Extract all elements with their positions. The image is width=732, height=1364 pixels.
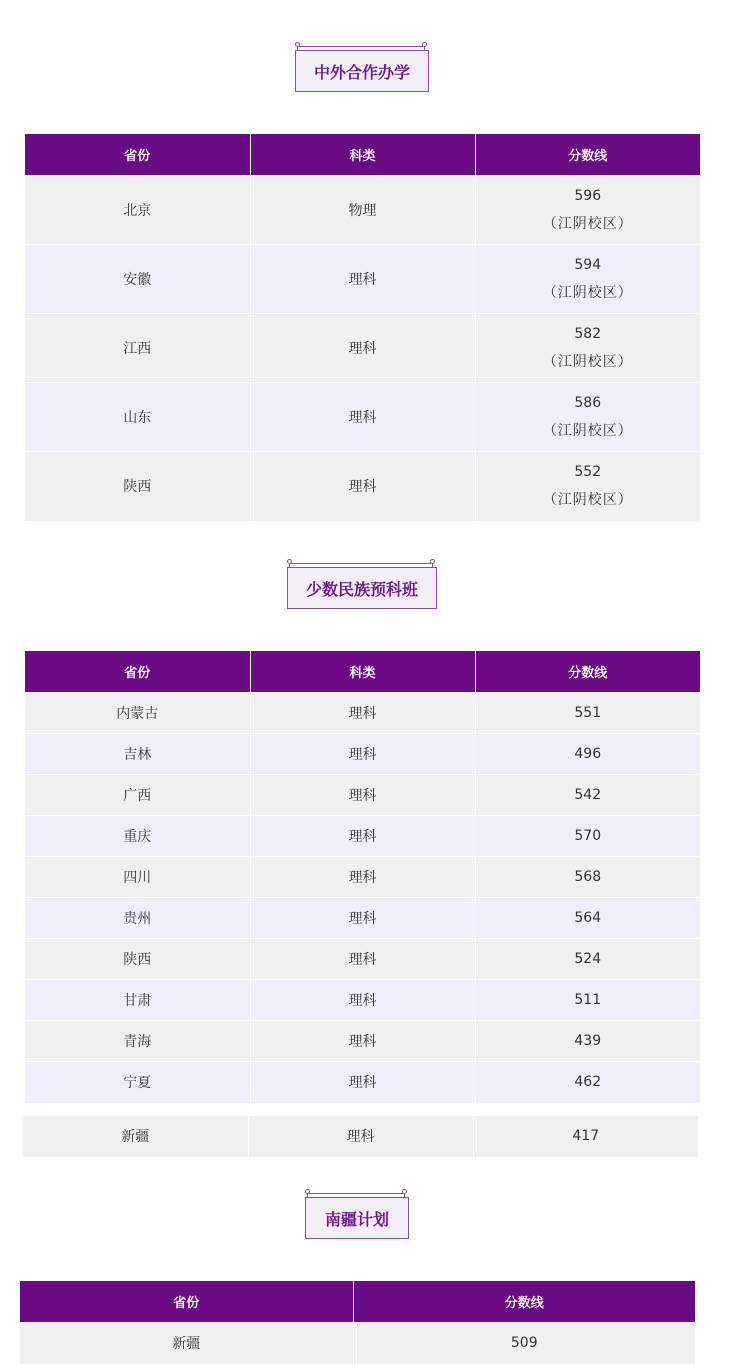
- header-category: 科类: [250, 134, 475, 176]
- cell-category: 物理: [250, 176, 475, 245]
- cell-province: 新疆: [20, 1323, 353, 1364]
- header-category: 科类: [250, 651, 475, 693]
- cell-category: 理科: [250, 383, 475, 452]
- cell-category: 理科: [250, 452, 475, 521]
- cell-province: 江西: [25, 314, 250, 383]
- cell-province: 安徽: [25, 245, 250, 314]
- header-score: 分数线: [475, 651, 700, 693]
- campus-note: （江阴校区）: [542, 216, 633, 232]
- table-row: [23, 1116, 698, 1157]
- cell-province: 宁夏: [25, 1062, 250, 1103]
- cell-province: 北京: [25, 176, 250, 245]
- cell-score: 568: [475, 857, 700, 898]
- cell-category: 理科: [250, 245, 475, 314]
- table-row: [25, 816, 700, 857]
- table-row: [25, 693, 700, 734]
- table-row: [25, 775, 700, 816]
- cell-score: [475, 314, 700, 383]
- header-score: 分数线: [353, 1281, 695, 1323]
- cell-category: 理科: [248, 1116, 473, 1157]
- table-row: [25, 980, 700, 1021]
- table-row: [25, 245, 700, 314]
- cell-score: 564: [475, 898, 700, 939]
- section-title-minority-prep: [0, 559, 732, 619]
- cell-category: 理科: [250, 1062, 475, 1103]
- header-province: 省份: [20, 1281, 353, 1323]
- cell-score: [475, 452, 700, 521]
- cell-score: [475, 245, 700, 314]
- table-row: [25, 383, 700, 452]
- score-value: 586: [574, 395, 602, 411]
- cell-score: 551: [475, 693, 700, 734]
- table-row: [25, 176, 700, 245]
- minority-prep-table: [25, 651, 700, 1103]
- section-title-text: 中外合作办学: [295, 50, 429, 92]
- cell-province: 陕西: [25, 939, 250, 980]
- table-row: [25, 857, 700, 898]
- score-value: 552: [574, 464, 602, 481]
- table-header-row: [20, 1281, 695, 1323]
- cell-category: 理科: [250, 980, 475, 1021]
- table-row: [25, 734, 700, 775]
- table-row: [25, 1062, 700, 1103]
- score-value: 596: [574, 188, 602, 204]
- cell-category: 理科: [250, 693, 475, 734]
- header-province: 省份: [25, 134, 250, 176]
- table-row: [25, 939, 700, 980]
- table-row: [25, 1021, 700, 1062]
- cell-category: 理科: [250, 314, 475, 383]
- table-row: [25, 452, 700, 521]
- campus-note: （江阴校区）: [542, 354, 633, 370]
- cell-score: 509: [353, 1323, 695, 1364]
- cell-score: 542: [475, 775, 700, 816]
- cell-score: 570: [475, 816, 700, 857]
- cell-score: 524: [475, 939, 700, 980]
- cell-province: 山东: [25, 383, 250, 452]
- cell-score: 417: [473, 1116, 698, 1157]
- cell-score: [475, 176, 700, 245]
- south-xinjiang-table: [20, 1281, 695, 1364]
- cell-province: 青海: [25, 1021, 250, 1062]
- cell-province: 四川: [25, 857, 250, 898]
- cell-province: 吉林: [25, 734, 250, 775]
- minority-prep-extra-table: [23, 1115, 698, 1157]
- cell-province: 新疆: [23, 1116, 248, 1157]
- section-title-text: 少数民族预科班: [287, 567, 437, 609]
- table-row: [20, 1323, 695, 1364]
- header-province: 省份: [25, 651, 250, 693]
- table-header-row: [25, 134, 700, 176]
- score-value: 594: [574, 257, 602, 273]
- table-row: [25, 898, 700, 939]
- title-rod: [309, 1193, 403, 1194]
- cell-category: 理科: [250, 857, 475, 898]
- cell-province: 内蒙古: [25, 693, 250, 734]
- cell-score: 496: [475, 734, 700, 775]
- campus-note: （江阴校区）: [542, 492, 633, 509]
- campus-note: （江阴校区）: [542, 285, 633, 301]
- cell-province: 陕西: [25, 452, 250, 521]
- table-row: [25, 314, 700, 383]
- campus-note: （江阴校区）: [542, 423, 633, 439]
- cell-category: 理科: [250, 734, 475, 775]
- section-title-south-xinjiang: [0, 1189, 732, 1249]
- cell-score: 511: [475, 980, 700, 1021]
- cell-category: 理科: [250, 939, 475, 980]
- section-title-text: 南疆计划: [305, 1197, 409, 1239]
- cell-province: 贵州: [25, 898, 250, 939]
- cell-category: 理科: [250, 816, 475, 857]
- cell-province: 广西: [25, 775, 250, 816]
- cell-province: 重庆: [25, 816, 250, 857]
- cell-category: 理科: [250, 775, 475, 816]
- cell-category: 理科: [250, 898, 475, 939]
- cell-score: 439: [475, 1021, 700, 1062]
- header-score: 分数线: [475, 134, 700, 176]
- table-header-row: [25, 651, 700, 693]
- sino-foreign-table: [25, 134, 700, 521]
- title-rod: [299, 46, 423, 47]
- score-value: 582: [574, 326, 602, 342]
- cell-score: [475, 383, 700, 452]
- cell-category: 理科: [250, 1021, 475, 1062]
- cell-province: 甘肃: [25, 980, 250, 1021]
- cell-score: 462: [475, 1062, 700, 1103]
- section-title-sino-foreign: [0, 42, 732, 102]
- title-rod: [291, 563, 431, 564]
